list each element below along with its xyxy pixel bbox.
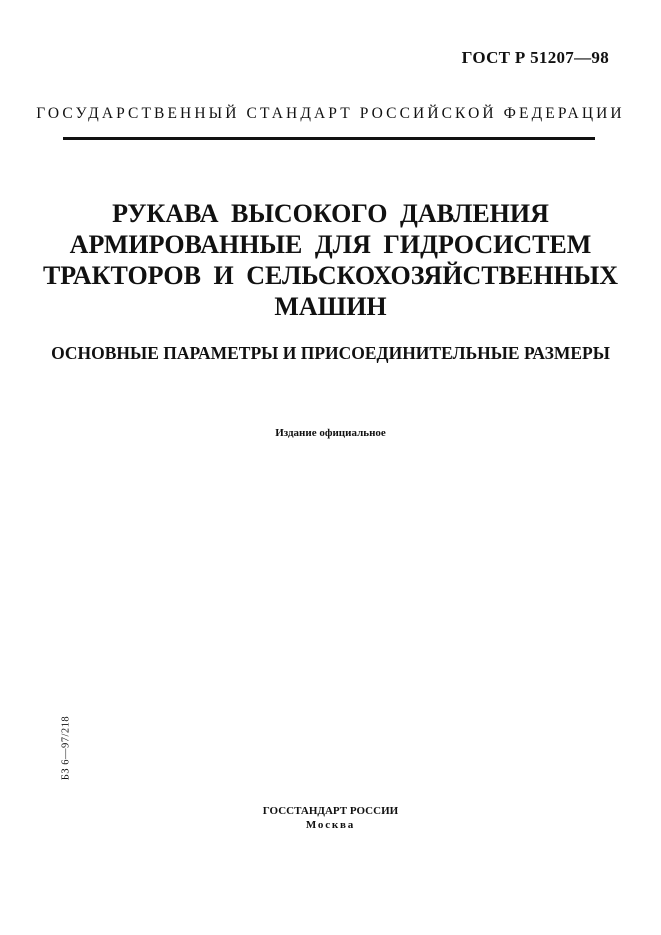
publisher-city: Москва: [305, 819, 356, 831]
edition-note: Издание официальное: [275, 427, 386, 439]
state-standard-heading: ГОСУДАРСТВЕННЫЙ СТАНДАРТ РОССИЙСКОЙ ФЕДЕРАЦИИ: [36, 105, 625, 122]
title-line-2: АРМИРОВАННЫЕ ДЛЯ ГИДРОСИСТЕМ: [69, 230, 592, 259]
document-subtitle: ОСНОВНЫЕ ПАРАМЕТРЫ И ПРИСОЕДИНИТЕЛЬНЫЕ РАЗМЕРЫ: [51, 343, 610, 363]
title-line-1: РУКАВА ВЫСОКОГО ДАВЛЕНИЯ: [112, 199, 549, 228]
document-code: ГОСТ Р 51207—98: [461, 48, 609, 67]
title-line-3: ТРАКТОРОВ И СЕЛЬСКОХОЗЯЙСТВЕННЫХ: [42, 261, 619, 290]
publisher-name: ГОССТАНДАРТ РОССИИ: [262, 805, 399, 817]
title-line-4: МАШИН: [274, 292, 387, 321]
header-divider: [63, 137, 595, 140]
side-registration-code-text: БЗ 6—97/218: [60, 715, 72, 781]
document-title: [40, 198, 621, 322]
